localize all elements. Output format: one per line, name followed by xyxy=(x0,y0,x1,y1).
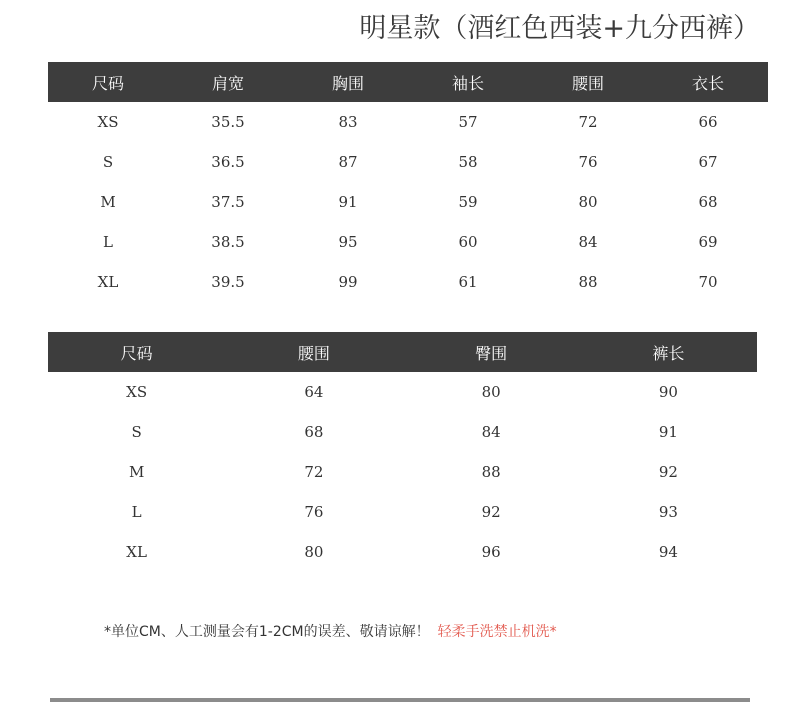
table-cell: 76 xyxy=(578,153,598,171)
table-cell: 92 xyxy=(481,503,501,521)
table-cell: 35.5 xyxy=(211,113,245,131)
table-cell: 80 xyxy=(578,193,598,211)
table-header-row xyxy=(48,62,768,102)
table-row xyxy=(48,372,757,412)
table-cell: 58 xyxy=(458,153,478,171)
table-cell: XS xyxy=(126,383,148,401)
table-cell: 91 xyxy=(658,423,678,441)
table-cell: 91 xyxy=(338,193,358,211)
table-cell: 59 xyxy=(458,193,478,211)
table-row xyxy=(48,222,768,262)
table-cell: 39.5 xyxy=(211,273,245,291)
header-cell: 肩宽 xyxy=(211,73,244,93)
header-cell: 尺码 xyxy=(91,73,124,93)
jacket-size-table xyxy=(48,62,768,302)
table-cell: 70 xyxy=(698,273,718,291)
table-cell: 93 xyxy=(658,503,678,521)
table-cell: 38.5 xyxy=(211,233,245,251)
table-cell: L xyxy=(131,503,142,521)
pants-size-table xyxy=(48,332,757,572)
header-cell: 裤长 xyxy=(652,343,685,363)
table-cell: 80 xyxy=(304,543,324,561)
table-row xyxy=(48,412,757,452)
table-cell: 36.5 xyxy=(211,153,245,171)
table-cell: 84 xyxy=(578,233,598,251)
table-cell: 96 xyxy=(481,543,501,561)
table-cell: 72 xyxy=(578,113,598,131)
table-cell: XL xyxy=(126,543,147,561)
table-row xyxy=(48,532,757,572)
table-cell: XL xyxy=(97,273,119,291)
table-row xyxy=(48,182,768,222)
table-cell: 68 xyxy=(304,423,324,441)
table-cell: M xyxy=(128,463,145,481)
header-cell: 尺码 xyxy=(120,343,153,363)
table-row xyxy=(48,102,768,142)
header-cell: 臀围 xyxy=(475,343,508,363)
header-cell: 胸围 xyxy=(331,73,364,93)
table-row xyxy=(48,452,757,492)
table-cell: 64 xyxy=(304,383,324,401)
table-cell: 87 xyxy=(338,153,358,171)
note-text: *单位CM、人工测量会有1-2CM的误差、敬请谅解！ xyxy=(104,624,430,640)
header-cell: 腰围 xyxy=(571,73,604,93)
table-cell: 90 xyxy=(658,383,678,401)
table-cell: 99 xyxy=(338,273,358,291)
footer-divider xyxy=(50,698,750,702)
table-cell: 88 xyxy=(578,273,598,291)
table-cell: 66 xyxy=(698,113,718,131)
table-cell: 83 xyxy=(338,113,358,131)
table-cell: XS xyxy=(97,113,119,131)
page-title: 明星款（酒红色西装+九分西裤） xyxy=(359,13,760,44)
table-cell: S xyxy=(102,153,114,171)
header-cell: 衣长 xyxy=(691,73,724,93)
table-cell: 60 xyxy=(458,233,478,251)
table-cell: 72 xyxy=(304,463,324,481)
table-cell: 80 xyxy=(481,383,501,401)
table-cell: 68 xyxy=(698,193,718,211)
table-cell: S xyxy=(131,423,142,441)
table-header-row xyxy=(48,332,757,372)
header-cell: 腰围 xyxy=(297,343,330,363)
table-cell: 88 xyxy=(481,463,501,481)
table-cell: M xyxy=(100,193,116,211)
measurement-note xyxy=(104,621,557,641)
table-cell: 67 xyxy=(698,153,718,171)
table-cell: 92 xyxy=(658,463,678,481)
table-row xyxy=(48,142,768,182)
table-cell: L xyxy=(103,233,113,251)
table-cell: 57 xyxy=(458,113,478,131)
table-cell: 76 xyxy=(304,503,324,521)
table-cell: 69 xyxy=(698,233,718,251)
table-cell: 95 xyxy=(338,233,358,251)
header-cell: 袖长 xyxy=(451,73,484,93)
table-cell: 37.5 xyxy=(211,193,245,211)
table-cell: 84 xyxy=(481,423,501,441)
table-cell: 94 xyxy=(658,543,678,561)
table-row xyxy=(48,492,757,532)
table-cell: 61 xyxy=(458,273,478,291)
table-row xyxy=(48,262,768,302)
wash-warning: 轻柔手洗禁止机洗* xyxy=(437,624,557,640)
